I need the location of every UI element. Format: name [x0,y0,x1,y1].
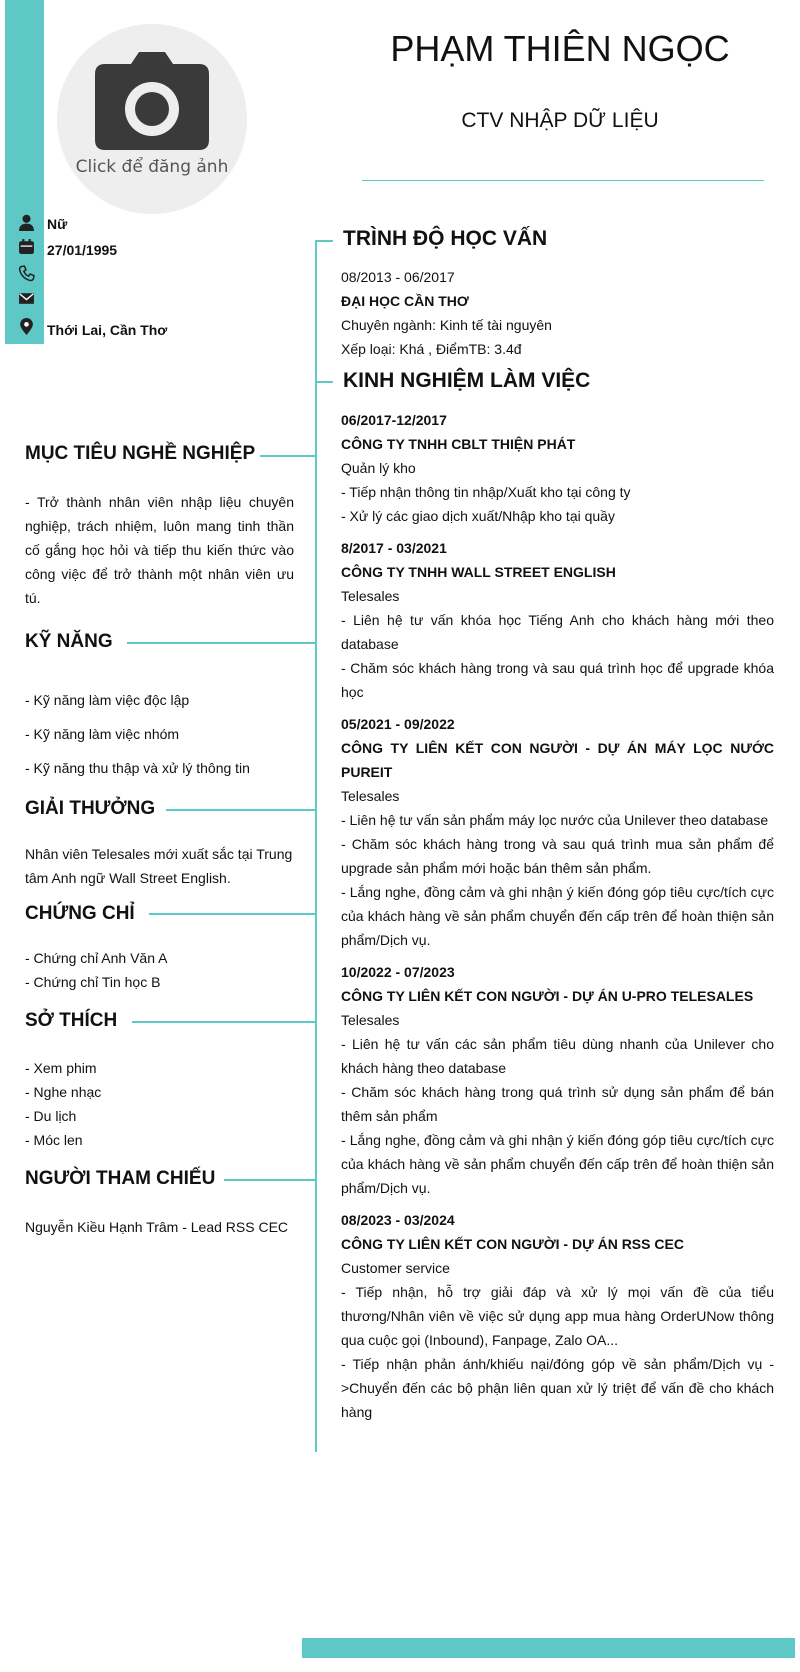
experience-connector [315,381,333,383]
references-text: Nguyễn Kiều Hạnh Trâm - Lead RSS CEC [25,1219,289,1235]
certificates-list [25,946,300,994]
awards-text: Nhân viên Telesales mới xuất sắc tại Trung tâm Anh ngữ Wall Street English. [25,846,293,886]
job-entry [341,1208,774,1424]
list-item: - Chứng chỉ Tin học B [25,974,161,990]
job-duty: - Chăm sóc khách hàng trong và sau quá trình mua sản phẩm để upgrade sản phẩm mới hoặc bán thêm sản phẩm. [341,836,774,876]
camera-icon [95,52,209,150]
objective-text: - Trở thành nhân viên nhập liệu chuyên nghiệp, trách nhiệm, luôn mang tinh thần cố gắng học hỏi và tiếp thu kiến thức vào công việc để trở thành một nhân viên ưu tú. [25,494,294,606]
references-connector [224,1179,316,1181]
job-company: CÔNG TY LIÊN KẾT CON NGƯỜI - DỰ ÁN RSS CEC [341,1236,684,1252]
job-period: 05/2021 - 09/2022 [341,716,455,732]
gender-value: Nữ [47,216,68,232]
avatar-upload-label: Click để đăng ảnh [75,157,229,177]
hobbies-list [25,1056,300,1152]
education-grade: Xếp loại: Khá , ĐiểmTB: 3.4đ [341,341,522,357]
avatar-upload[interactable] [57,24,247,214]
job-company: CÔNG TY TNHH WALL STREET ENGLISH [341,564,616,580]
job-role: Telesales [341,588,400,604]
job-role: Telesales [341,788,400,804]
education-school: ĐẠI HỌC CẦN THƠ [341,293,469,309]
list-item: - Kỹ năng làm việc nhóm [25,726,180,742]
awards-connector [166,809,316,811]
skills-list [25,688,300,790]
references-heading: NGƯỜI THAM CHIẾU [25,1168,216,1189]
certificates-heading: CHỨNG CHỈ [25,903,135,924]
experience-section [341,408,774,1424]
education-section [341,265,774,361]
job-duty: - Xử lý các giao dịch xuất/Nhập kho tại quầy [341,508,615,524]
job-role: Quản lý kho [341,460,416,476]
objective-heading: MỤC TIÊU NGHỀ NGHIỆP [25,443,256,464]
education-period: 08/2013 - 06/2017 [341,269,455,285]
accent-footer-bar [302,1638,795,1658]
list-item: - Kỹ năng làm việc độc lập [25,692,190,708]
job-duty: - Tiếp nhận, hỗ trợ giải đáp và xử lý mọi vấn đề của tiểu thương/Nhân viên về việc sử dụng app mua hàng OrderUNow thông qua cuộc gọi (Inbound), Fanpage, Zalo OA... [341,1284,774,1348]
job-duty: - Chăm sóc khách hàng trong và sau quá trình học để upgrade khóa học [341,660,774,700]
objective-connector [260,455,316,457]
job-title: CTV NHẬP DỮ LIỆU [461,109,659,132]
job-period: 10/2022 - 07/2023 [341,964,455,980]
job-period: 06/2017-12/2017 [341,412,447,428]
list-item: - Nghe nhạc [25,1084,102,1100]
job-duty: - Liên hệ tư vấn khóa học Tiếng Anh cho khách hàng mới theo database [341,612,774,652]
job-company: CÔNG TY LIÊN KẾT CON NGƯỜI - DỰ ÁN MÁY LỌC NƯỚC PUREIT [341,740,774,780]
calendar-icon [18,238,35,255]
list-item: - Du lịch [25,1108,77,1124]
skills-connector [127,642,316,644]
job-duty: - Tiếp nhận thông tin nhập/Xuất kho tại công ty [341,484,631,500]
list-item: - Móc len [25,1132,83,1148]
birthday-value: 27/01/1995 [47,242,118,258]
job-duty: - Tiếp nhận phản ánh/khiếu nại/đóng góp về sản phẩm/Dịch vụ ->Chuyển đến các bộ phận liên quan xử lý triệt để vấn đề cho khách hàng [341,1356,774,1420]
list-item: - Kỹ năng thu thập và xử lý thông tin [25,760,250,776]
job-entry [341,960,774,1200]
job-entry [341,408,774,528]
skills-heading: KỸ NĂNG [25,631,113,652]
awards-heading: GIẢI THƯỞNG [25,798,156,819]
certificates-connector [149,913,316,915]
job-company: CÔNG TY TNHH CBLT THIỆN PHÁT [341,436,576,452]
job-duty: - Chăm sóc khách hàng trong quá trình sử dụng sản phẩm để bán thêm sản phẩm [341,1084,774,1124]
job-role: Telesales [341,1012,400,1028]
candidate-name: PHẠM THIÊN NGỌC [390,28,730,69]
hobbies-connector [132,1021,316,1023]
timeline-line [315,240,317,1452]
job-entry [341,536,774,704]
experience-heading: KINH NGHIỆM LÀM VIỆC [343,369,591,392]
job-duty: - Liên hệ tư vấn các sản phẩm tiêu dùng nhanh của Unilever cho khách hàng theo database [341,1036,774,1076]
job-duty: - Lắng nghe, đồng cảm và ghi nhận ý kiến đóng góp tiêu cực/tích cực của khách hàng về sản phẩm chuyển đến cấp trên để hoàn thiện sản phẩm/Dịch vụ. [341,884,774,948]
person-icon [18,214,35,231]
list-item: - Chứng chỉ Anh Văn A [25,950,168,966]
education-heading: TRÌNH ĐỘ HỌC VẤN [343,227,548,250]
job-company: CÔNG TY LIÊN KẾT CON NGƯỜI - DỰ ÁN U-PRO TELESALES [341,988,754,1004]
mail-icon [18,290,35,307]
job-period: 8/2017 - 03/2021 [341,540,447,556]
title-divider [362,180,764,181]
list-item: - Xem phim [25,1060,97,1076]
education-major: Chuyên ngành: Kinh tế tài nguyên [341,317,552,333]
address-value: Thới Lai, Cần Thơ [47,322,168,338]
job-role: Customer service [341,1260,450,1276]
job-duty: - Lắng nghe, đồng cảm và ghi nhận ý kiến đóng góp tiêu cực/tích cực của khách hàng về sản phẩm chuyển đến cấp trên để hoàn thiện sản phẩm/Dịch vụ. [341,1132,774,1196]
job-entry [341,712,774,952]
education-connector [315,240,333,242]
location-icon [18,318,35,335]
hobbies-heading: SỞ THÍCH [25,1010,118,1031]
job-period: 08/2023 - 03/2024 [341,1212,455,1228]
phone-icon [18,265,35,282]
job-duty: - Liên hệ tư vấn sản phẩm máy lọc nước của Unilever theo database [341,812,769,828]
